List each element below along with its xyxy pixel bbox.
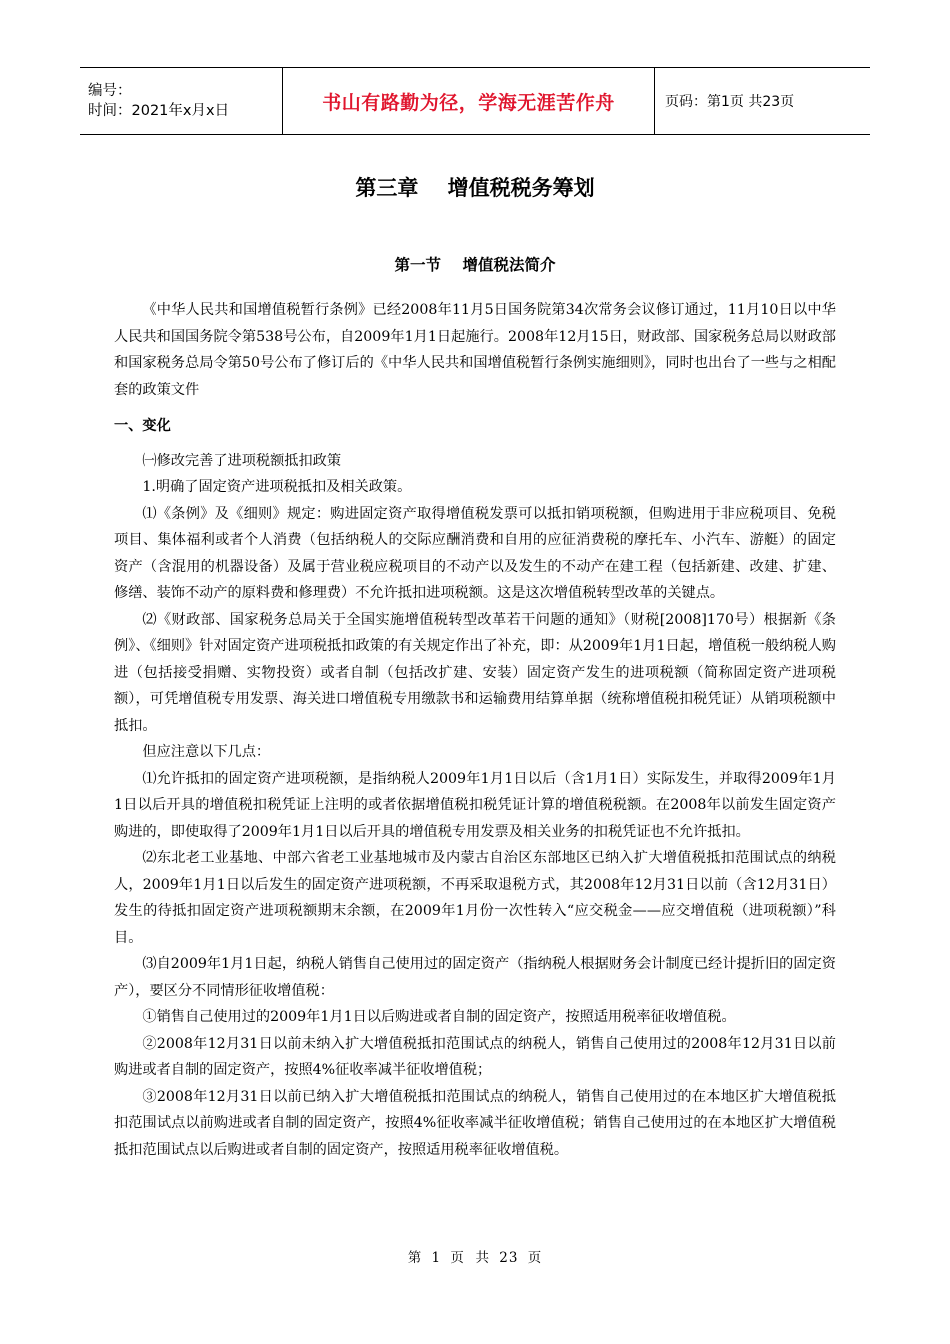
heading-changes: 一、变化 (114, 418, 171, 434)
paragraph-note-1: ⑴允许抵扣的固定资产进项税额，是指纳税人2009年1月1日以后（含1月1日）实际发生，并取得2009年1月1日以后开具的增值税扣税凭证上注明的或者依据增值税扣税凭证计算的增值税税额。在2008年以前发生固定资产购进的，即使取得了2009年1月1日以后开具的增值税专用发票及相关业务的扣税凭证也不允许抵扣。 (114, 770, 836, 840)
paragraph-regulation: ⑴《条例》及《细则》规定：购进固定资产取得增值税发票可以抵扣销项税额，但购进用于非应税项目、免税项目、集体福利或者个人消费（包括纳税人的交际应酬消费和自用的应征消费税的摩托车、小汽车、游艇）的固定资产（含混用的机器设备）及属于营业税应税项目的不动产以及发生的不动产在建工程（包括新建、改建、扩建、修缮、装饰不动产的原料费和修理费）不允许抵扣进项税额。这是这次增值税转型改革的关键点。 (114, 505, 836, 601)
paragraph-notes-intro: 但应注意以下几点： (142, 744, 271, 760)
section-title: 第一节 增值税法简介 (394, 256, 556, 274)
item-1: 1.明确了固定资产进项税抵扣及相关政策。 (142, 479, 412, 495)
footer-mid: 页 共 (450, 1250, 490, 1266)
document-code: 编号： (88, 83, 132, 99)
footer-page-total: 23 (499, 1250, 519, 1266)
paragraph-notice: ⑵《财政部、国家税务总局关于全国实施增值税转型改革若干问题的通知》（财税[2008]170号）根据新《条例》、《细则》针对固定资产进项税抵扣政策的有关规定作出了补充，即：从2009年1月1日起，增值税一般纳税人购进（包括接受捐赠、实物投资）或者自制（包括改扩建、安装）固定资产发生的进项税额（简称固定资产进项税额），可凭增值税专用发票、海关进口增值税专用缴款书和运输费用结算单据（统称增值税扣税凭证）从销项税额中抵扣。 (114, 611, 836, 734)
footer-prefix: 第 (407, 1250, 423, 1266)
intro-paragraph: 《中华人民共和国增值税暂行条例》已经2008年11月5日国务院第34次常务会议修订通过，11月10日以中华人民共和国国务院令第538号公布，自2009年1月1日起施行。2008年12月15日，财政部、国家税务总局以财政部和国家税务总局令第50号公布了修订后的《中华人民共和国增值税暂行条例实施细则》，同时也出台了一些与之相配套的政策文件 (114, 302, 836, 398)
paragraph-case-2: ②2008年12月31日以前未纳入扩大增值税抵扣范围试点的纳税人，销售自己使用过的2008年12月31日以前购进或者自制的固定资产，按照4%征收率减半征收增值税； (114, 1035, 836, 1078)
paragraph-case-1: ①销售自己使用过的2009年1月1日以后购进或者自制的固定资产，按照适用税率征收增值税。 (142, 1009, 736, 1025)
paragraph-note-2: ⑵东北老工业基地、中部六省老工业基地城市及内蒙古自治区东部地区已纳入扩大增值税抵扣范围试点的纳税人，2009年1月1日以后发生的固定资产进项税额，不再采取退税方式，其2008年12月31日以前（含12月31日）发生的待抵扣固定资产进项税额期末余额，在2009年1月份一次性转入“应交税金——应交增值税（进项税额）”科目。 (114, 850, 836, 946)
subheading-input-tax: ㈠修改完善了进项税额抵扣政策 (142, 452, 342, 469)
footer-page-number: 1 (431, 1250, 442, 1266)
footer-suffix: 页 (527, 1250, 543, 1266)
document-time: 时间：2021年x月x日 (88, 103, 230, 119)
motto: 书山有路勤为径，学海无涯苦作舟 (322, 91, 615, 114)
header-meta (80, 68, 282, 134)
page-header (80, 67, 870, 135)
header-page-info (655, 68, 870, 134)
header-motto-cell (282, 68, 655, 134)
paragraph-case-3: ③2008年12月31日以前已纳入扩大增值税抵扣范围试点的纳税人，销售自己使用过的在本地区扩大增值税抵扣范围试点以前购进或者自制的固定资产，按照4%征收率减半征收增值税；销售自己使用过的在本地区扩大增值税抵扣范围试点以后购进或者自制的固定资产，按照适用税率征收增值税。 (114, 1088, 836, 1158)
paragraph-note-3: ⑶自2009年1月1日起，纳税人销售自己使用过的固定资产（指纳税人根据财务会计制度已经计提折旧的固定资产），要区分不同情形征收增值税： (114, 956, 836, 999)
page-footer (0, 1246, 950, 1266)
chapter-title: 第三章 增值税税务筹划 (355, 176, 595, 200)
document-body (114, 297, 836, 1163)
page-info: 页码：第1页 共23页 (665, 94, 795, 110)
